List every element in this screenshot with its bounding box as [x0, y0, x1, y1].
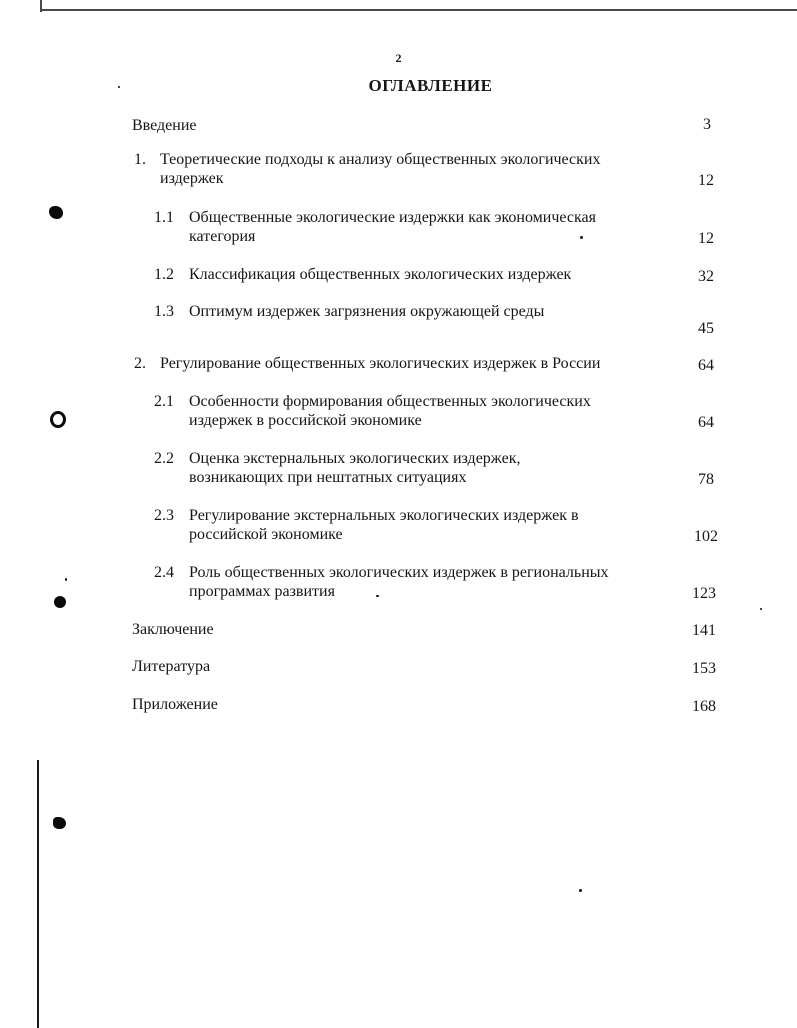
toc-entry-number: 1.1	[154, 209, 174, 226]
toc-entry-section-1-2[interactable]	[154, 265, 571, 284]
toc-entry-number: 2.4	[154, 564, 174, 581]
toc-entry-appendix[interactable]	[132, 695, 218, 714]
toc-page-number: 153	[692, 660, 716, 677]
punch-hole-mark-3	[54, 596, 66, 608]
toc-entry-label: Общественные экологические издержки как экономическая	[189, 209, 597, 226]
toc-entry-number: 1.3	[154, 303, 174, 320]
toc-entry-label-continued: издержек в российской экономике	[189, 412, 422, 429]
toc-entry-number: 2.	[134, 355, 146, 372]
toc-entry-chapter-1[interactable]	[134, 150, 600, 188]
toc-entry-label: Классификация общественных экологических издержек	[189, 266, 572, 283]
toc-entry-label: Теоретические подходы к анализу общественных экологических	[160, 151, 601, 168]
toc-entry-label: Особенности формирования общественных экологических	[189, 393, 591, 410]
page-number: 2	[395, 51, 402, 65]
toc-page-number: 123	[692, 585, 716, 602]
punch-hole-mark-1	[49, 206, 63, 219]
toc-entry-number: 2.1	[154, 393, 174, 410]
toc-entry-section-2-2[interactable]	[154, 449, 521, 487]
toc-page-number: 141	[692, 622, 716, 639]
toc-entry-section-2-3[interactable]	[154, 506, 579, 544]
toc-entry-label: Регулирование общественных экологических издержек в России	[160, 355, 601, 372]
toc-entry-section-1-1[interactable]	[154, 208, 596, 246]
scan-speck	[65, 578, 67, 581]
toc-entry-number: 1.2	[154, 266, 174, 283]
scan-speck	[760, 608, 762, 610]
toc-page-number: 64	[698, 357, 714, 374]
scan-border-top	[41, 9, 797, 11]
toc-entry-label: Роль общественных экологических издержек в региональных	[189, 564, 609, 581]
toc-entry-label: Оценка экстернальных экологических издержек,	[189, 450, 521, 467]
toc-page-number: 102	[694, 528, 718, 545]
toc-entry-label: Введение	[132, 117, 197, 134]
toc-entry-section-2-1[interactable]	[154, 392, 591, 430]
toc-entry-intro[interactable]	[132, 116, 197, 135]
toc-page-number: 3	[703, 116, 711, 133]
toc-entry-label-continued: возникающих при нештатных ситуациях	[189, 469, 467, 486]
toc-page-number: 45	[698, 320, 714, 337]
toc-entry-label-continued: издержек	[160, 170, 224, 187]
toc-entry-section-2-4[interactable]	[154, 563, 609, 601]
toc-page-number: 64	[698, 414, 714, 431]
toc-entry-label-continued: российской экономике	[189, 526, 343, 543]
toc-entry-literature[interactable]	[132, 657, 210, 676]
toc-entry-number: 2.3	[154, 507, 174, 524]
toc-entry-label: Приложение	[132, 696, 218, 713]
toc-entry-number: 2.2	[154, 450, 174, 467]
toc-entry-label: Заключение	[132, 621, 214, 638]
toc-page-number: 12	[698, 172, 714, 189]
toc-page-number: 78	[698, 471, 714, 488]
toc-page-number: 12	[698, 230, 714, 247]
toc-entry-section-1-3[interactable]	[154, 302, 544, 321]
toc-entry-label-continued: программах развития	[189, 583, 335, 600]
toc-entry-label: Оптимум издержек загрязнения окружающей среды	[189, 303, 545, 320]
scan-border-corner	[40, 0, 42, 12]
toc-page-number: 168	[692, 698, 716, 715]
punch-hole-mark-2	[50, 411, 66, 428]
toc-page-number: 32	[698, 268, 714, 285]
toc-entry-label: Регулирование экстернальных экологических издержек в	[189, 507, 579, 524]
toc-entry-chapter-2[interactable]	[134, 354, 600, 373]
punch-hole-mark-4	[53, 817, 66, 829]
toc-title: ОГЛАВЛЕНИЕ	[368, 76, 493, 95]
toc-entry-label: Литература	[132, 658, 211, 675]
scan-binding-line	[37, 760, 39, 1028]
toc-entry-number: 1.	[134, 151, 146, 168]
toc-entry-conclusion[interactable]	[132, 620, 214, 639]
toc-entry-label-continued: категория	[189, 228, 256, 245]
scan-speck	[579, 889, 582, 892]
